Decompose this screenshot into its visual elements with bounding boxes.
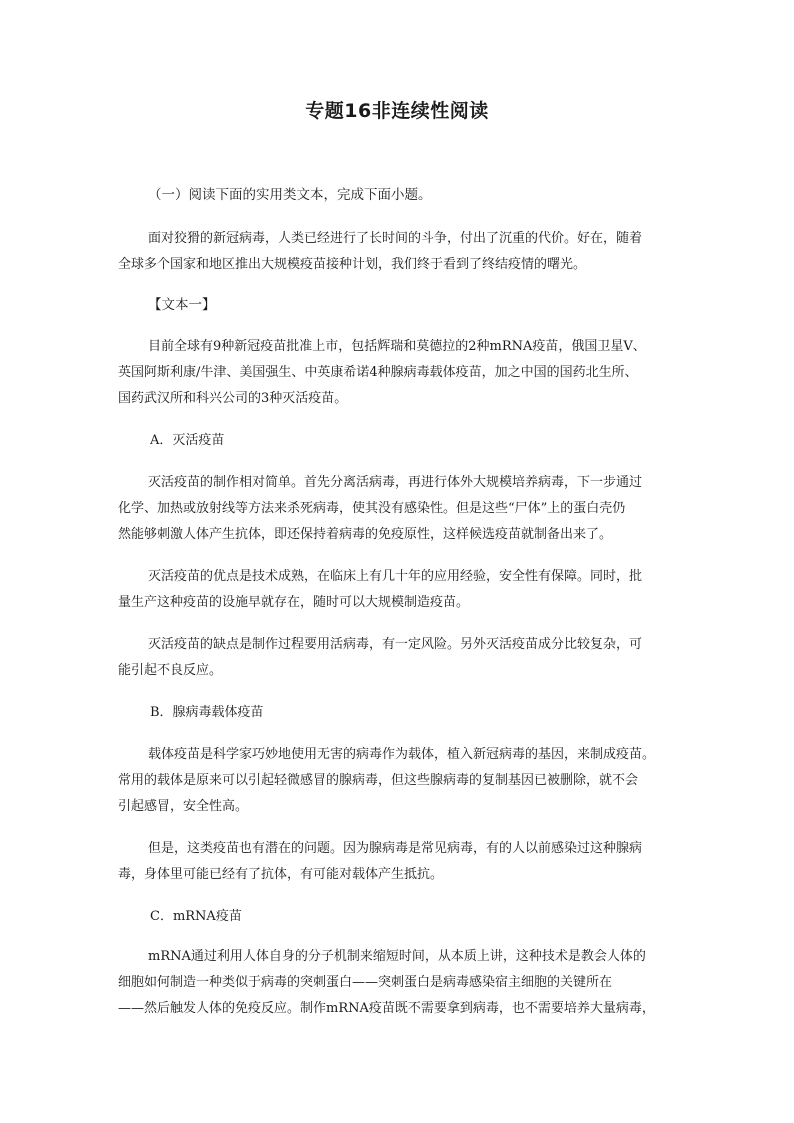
- section-c-heading: C．mRNA疫苗: [150, 909, 242, 924]
- a-p3-line-1: 灭活疫苗的缺点是制作过程要用活病毒，有一定风险。另外灭活疫苗成分比较复杂，可: [148, 637, 643, 652]
- text1-heading: 【文本一】: [148, 297, 216, 313]
- a-p1-line-3: 然能够刺激人体产生抗体，即还保持着病毒的免疫原性，这样候选疫苗就制备出来了。: [118, 527, 613, 542]
- c-p1-line-1: mRNA通过利用人体自身的分子机制来缩短时间，从本质上讲，这种技术是教会人体的: [148, 949, 646, 964]
- b-p1-line-1: 载体疫苗是科学家巧妙地使用无害的病毒作为载体，植入新冠病毒的基因，来制成疫苗。: [148, 747, 656, 762]
- c-p1-line-2: 细胞如何制造一种类似于病毒的突刺蛋白——突刺蛋白是病毒感染宿主细胞的关键所在: [118, 975, 613, 990]
- a-p1-line-1: 灭活疫苗的制作相对简单。首先分离活病毒，再进行体外大规模培养病毒，下一步通过: [148, 475, 643, 490]
- p1-line-1: 目前全球有9种新冠疫苗批准上市，包括辉瑞和莫德拉的2种mRNA疫苗，俄国卫星V、: [148, 339, 646, 354]
- a-p3-line-2: 能引起不良反应。: [118, 663, 223, 678]
- intro-line-2: 全球多个国家和地区推出大规模疫苗接种计划，我们终于看到了终结疫情的曙光。: [118, 257, 587, 272]
- section-b-heading: B．腺病毒载体疫苗: [150, 705, 264, 720]
- page-title: 专题16非连续性阅读: [305, 100, 489, 122]
- b-p2-line-2: 毒，身体里可能已经有了抗体，有可能对载体产生抵抗。: [118, 867, 444, 882]
- section-intro: （一）阅读下面的实用类文本，完成下面小题。: [148, 187, 432, 203]
- b-p1-line-2: 常用的载体是原来可以引起轻微感冒的腺病毒，但这些腺病毒的复制基因已被删除，就不会: [118, 773, 639, 788]
- a-p2-line-2: 量生产这种疫苗的设施早就存在，随时可以大规模制造疫苗。: [118, 595, 470, 610]
- intro-line-1: 面对狡猾的新冠病毒，人类已经进行了长时间的斗争，付出了沉重的代价。好在，随着: [148, 231, 643, 246]
- p1-line-2: 英国阿斯利康/牛津、美国强生、中英康希诺4种腺病毒载体疫苗，加之中国的国药北生所、: [118, 365, 638, 380]
- c-p1-line-3: ——然后触发人体的免疫反应。制作mRNA疫苗既不需要拿到病毒，也不需要培养大量病毒，: [118, 1001, 655, 1016]
- p1-line-3: 国药武汉所和科兴公司的3种灭活疫苗。: [118, 391, 348, 406]
- section-a-heading: A．灭活疫苗: [150, 433, 225, 448]
- a-p1-line-2: 化学、加热或放射线等方法来杀死病毒，使其没有感染性。但是这些“尸体”上的蛋白壳仍: [118, 501, 626, 516]
- a-p2-line-1: 灭活疫苗的优点是技术成熟，在临床上有几十年的应用经验，安全性有保障。同时，批: [148, 569, 643, 584]
- b-p1-line-3: 引起感冒，安全性高。: [118, 799, 249, 814]
- b-p2-line-1: 但是，这类疫苗也有潜在的问题。因为腺病毒是常见病毒，有的人以前感染过这种腺病: [148, 841, 643, 856]
